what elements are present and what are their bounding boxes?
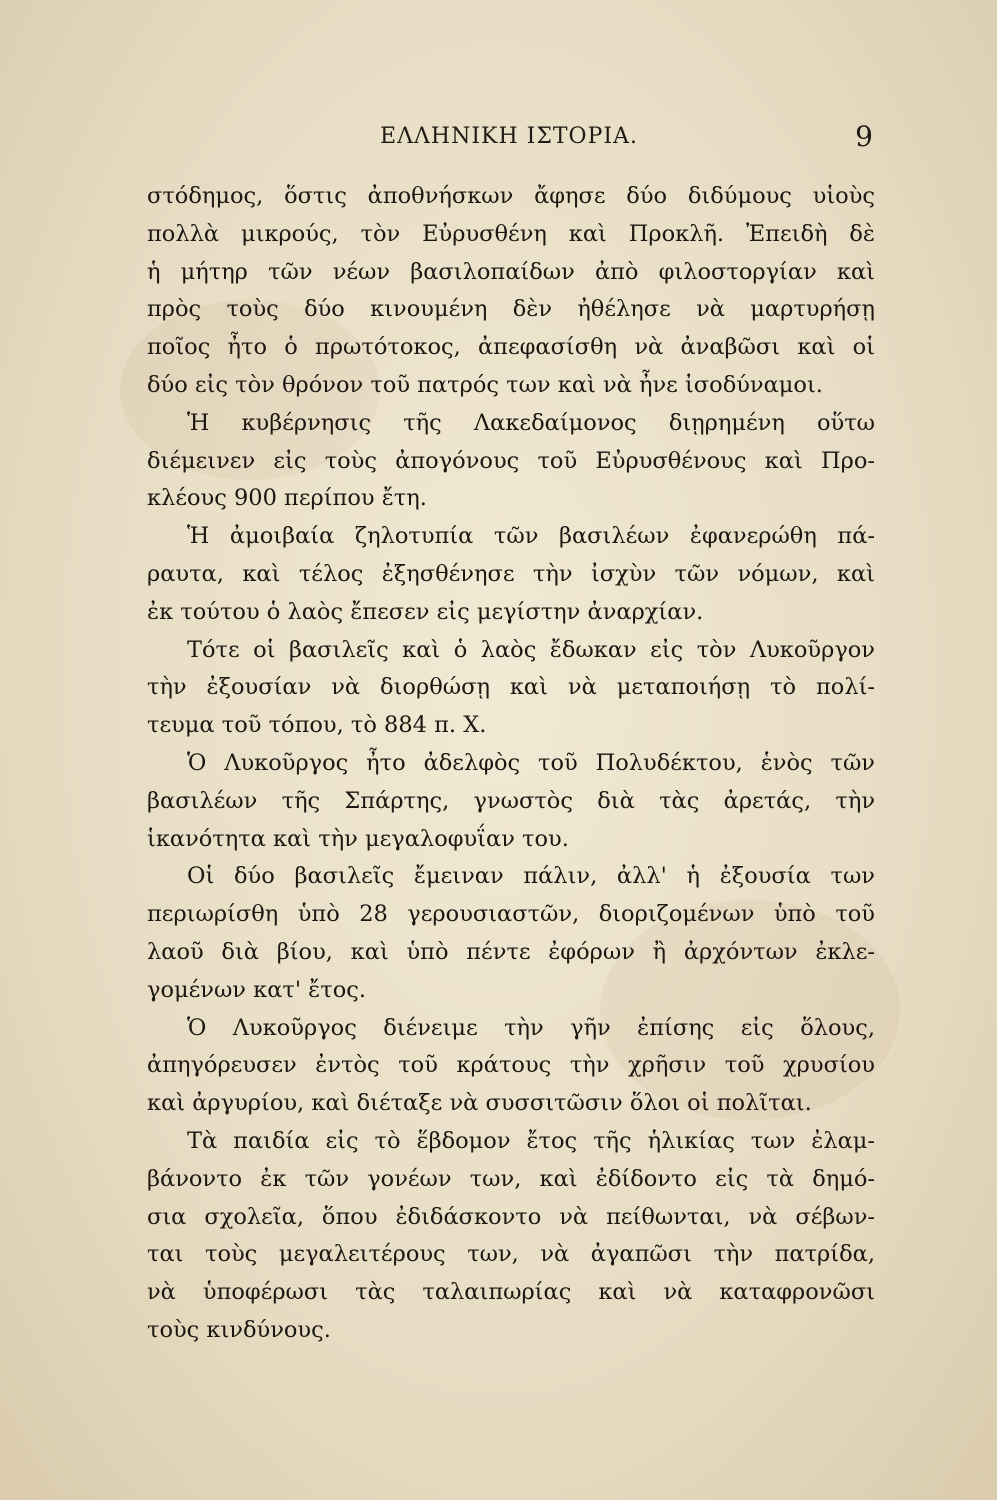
text-line: νὰ ὑποφέρωσι τὰς ταλαιπωρίας καὶ νὰ καταφρονῶσι: [147, 1279, 875, 1306]
text-line: Τότε οἱ βασιλεῖς καὶ ὁ λαὸς ἔδωκαν εἰς τὸν Λυκοῦργον: [187, 636, 875, 663]
text-line: γομένων κατ' ἔτος.: [147, 976, 366, 1003]
text-line: Ὁ Λυκοῦργος διένειμε τὴν γῆν ἐπίσης εἰς ὅλους,: [187, 1014, 875, 1041]
text-line: ἡ μήτηρ τῶν νέων βασιλοπαίδων ἀπὸ φιλοστοργίαν καὶ: [147, 258, 875, 285]
running-title: ΕΛΛΗΝΙΚΗ ΙΣΤΟΡΙΑ.: [380, 124, 638, 149]
text-line: Ὁ Λυκοῦργος ἦτο ἀδελφὸς τοῦ Πολυδέκτου, ἑνὸς τῶν: [187, 749, 875, 776]
text-line: ραυτα, καὶ τέλος ἐξησθένησε τὴν ἰσχὺν τῶν νόμων, καὶ: [147, 560, 875, 587]
text-line: κλέους 900 περίπου ἔτη.: [147, 485, 427, 512]
text-line: δύο εἰς τὸν θρόνον τοῦ πατρός των καὶ νὰ ἦνε ἰσοδύναμοι.: [147, 371, 823, 398]
text-line: Τὰ παιδία εἰς τὸ ἕβδομον ἔτος τῆς ἡλικίας των ἐλαμ-: [187, 1127, 875, 1154]
text-line: διέμεινεν εἰς τοὺς ἀπογόνους τοῦ Εὐρυσθένους καὶ Προ-: [147, 447, 875, 474]
text-line: καὶ ἀργυρίου, καὶ διέταξε νὰ συσσιτῶσιν ὅλοι οἱ πολῖται.: [147, 1090, 812, 1117]
text-line: ἐκ τούτου ὁ λαὸς ἔπεσεν εἰς μεγίστην ἀναρχίαν.: [147, 598, 704, 625]
text-line: στόδημος, ὅστις ἀποθνήσκων ἄφησε δύο διδύμους υἱοὺς: [147, 183, 875, 209]
page-number: 9: [855, 120, 873, 153]
text-line: Ἡ ἀμοιβαία ζηλοτυπία τῶν βασιλέων ἐφανερώθη πά-: [187, 523, 875, 550]
running-head: [145, 118, 873, 158]
text-line: ἀπηγόρευσεν ἐντὸς τοῦ κράτους τὴν χρῆσιν τοῦ χρυσίου: [147, 1052, 875, 1079]
text-line: βάνοντο ἐκ τῶν γονέων των, καὶ ἐδίδοντο εἰς τὰ δημό-: [147, 1165, 875, 1192]
text-line: Ἡ κυβέρνησις τῆς Λακεδαίμονος διῃρημένη οὕτω: [187, 409, 875, 436]
text-line: περιωρίσθη ὑπὸ 28 γερουσιαστῶν, διοριζομένων ὑπὸ τοῦ: [147, 901, 875, 928]
text-line: βασιλέων τῆς Σπάρτης, γνωστὸς διὰ τὰς ἀρετάς, τὴν: [147, 787, 875, 814]
text-line: Οἱ δύο βασιλεῖς ἔμειναν πάλιν, ἀλλ' ἡ ἐξουσία των: [187, 863, 875, 890]
text-line: τευμα τοῦ τόπου, τὸ 884 π. Χ.: [147, 712, 487, 739]
text-line: τοὺς κινδύνους.: [147, 1316, 331, 1343]
text-line: ται τοὺς μεγαλειτέρους των, νὰ ἀγαπῶσι τὴν πατρίδα,: [147, 1241, 875, 1268]
text-line: ἱκανότητα καὶ τὴν μεγαλοφυΐαν του.: [147, 825, 569, 852]
text-line: λαοῦ διὰ βίου, καὶ ὑπὸ πέντε ἐφόρων ἢ ἀρχόντων ἐκλε-: [147, 938, 875, 965]
text-line: τὴν ἐξουσίαν νὰ διορθώσῃ καὶ νὰ μεταποιήσῃ τὸ πολί-: [147, 674, 875, 701]
text-line: πρὸς τοὺς δύο κινουμένη δὲν ἠθέλησε νὰ μαρτυρήσῃ: [147, 296, 875, 323]
body-text: [147, 178, 875, 1350]
text-line: ποῖος ἦτο ὁ πρωτότοκος, ἀπεφασίσθη νὰ ἀναβῶσι καὶ οἱ: [147, 334, 875, 361]
text-line: σια σχολεῖα, ὅπου ἐδιδάσκοντο νὰ πείθωνται, νὰ σέβων-: [147, 1203, 875, 1230]
text-line: πολλὰ μικρούς, τὸν Εὐρυσθένη καὶ Προκλῆ. Ἐπειδὴ δὲ: [147, 220, 875, 247]
